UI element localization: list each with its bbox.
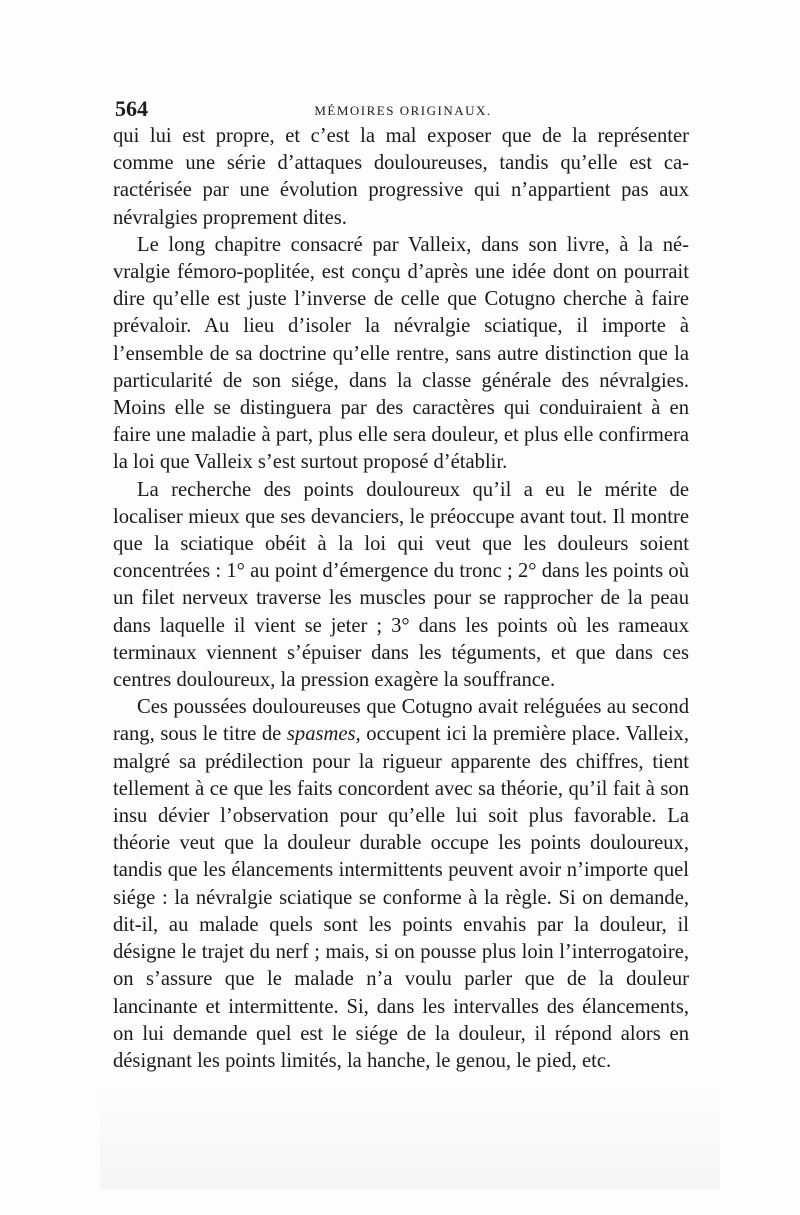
page-header: [115, 96, 691, 126]
paper-texture: [100, 1080, 720, 1190]
page-number: 564: [115, 96, 148, 121]
paragraph-text-before-emphasis: Ces poussées douloureuses que Cotugno avait reléguées au second rang, sous le titre de: [113, 696, 689, 746]
paragraph-continuation: qui lui est propre, et c’est la mal exposer que de la représenter comme une série d’attaques douloureuses, tandis qu’elle est caractérisée par une évolution progressive qui n’appartient pas aux névralgies proprement dites.: [113, 125, 689, 229]
paragraph-text-after-emphasis: , occupent ici la première place. Valleix, malgré sa prédilection pour la rigueur apparente des chiffres, tient tellement à ce que les faits concordent avec sa théorie, qu’il fait à son insu dévier l’observation pour qu’elle lui soit plus favorable. La théorie veut que la douleur durable occupe les points douloureux, tandis que les élancements intermittents peuvent avoir n’importe quel siége : la névralgie sciatique se conforme à la règle. Si on demande, dit-il, au malade quels sont les points envahis par la douleur, il désigne le trajet du nerf ; mais, si on pousse plus loin l’interrogatoire, on s’assure que le malade n’a voulu parler que de la douleur lancinante et intermittente. Si, dans les intervalles des élancements, on lui demande quel est le siége de la douleur, il répond alors en désignant les points limités, la hanche, le genou, le pied, etc.: [113, 723, 690, 1072]
emphasized-word: spasmes: [286, 723, 356, 746]
paragraph-points-douloureux: La recherche des points douloureux qu’il a eu le mérite de localiser mieux que ses devanciers, le préoccupe avant tout. Il montre que la sciatique obéit à la loi qui veut que les douleurs soient concentrées : 1° au point d’émergence du tronc ; 2° dans les points où un filet nerveux traverse les muscles pour se rapprocher de la peau dans laquelle il vient se jeter ; 3° dans les points où les rameaux terminaux viennent s’épuiser dans les téguments, et que dans ces centres douloureux, la pression exagère la souffrance.: [113, 478, 689, 692]
running-head: MÉMOIRES ORIGINAUX.: [314, 103, 492, 118]
paragraph-valleix-chapter: Le long chapitre consacré par Valleix, dans son livre, à la névralgie fémoro-poplitée, est conçu d’après une idée dont on pourrait dire qu’elle est juste l’inverse de celle que Cotugno cherche à faire prévaloir. Au lieu d’isoler la névralgie sciatique, il importe à l’ensemble de sa doctrine qu’elle rentre, sans autre distinction que la particularité de son siége, dans la classe générale des névralgies. Moins elle se distinguera par des caractères qui conduiraient à en faire une maladie à part, plus elle sera douleur, et plus elle confirmera la loi que Valleix s’est surtout proposé d’établir.: [113, 233, 689, 474]
body-text: [113, 123, 689, 1075]
paragraph-poussees-douloureuses: [113, 694, 689, 1075]
